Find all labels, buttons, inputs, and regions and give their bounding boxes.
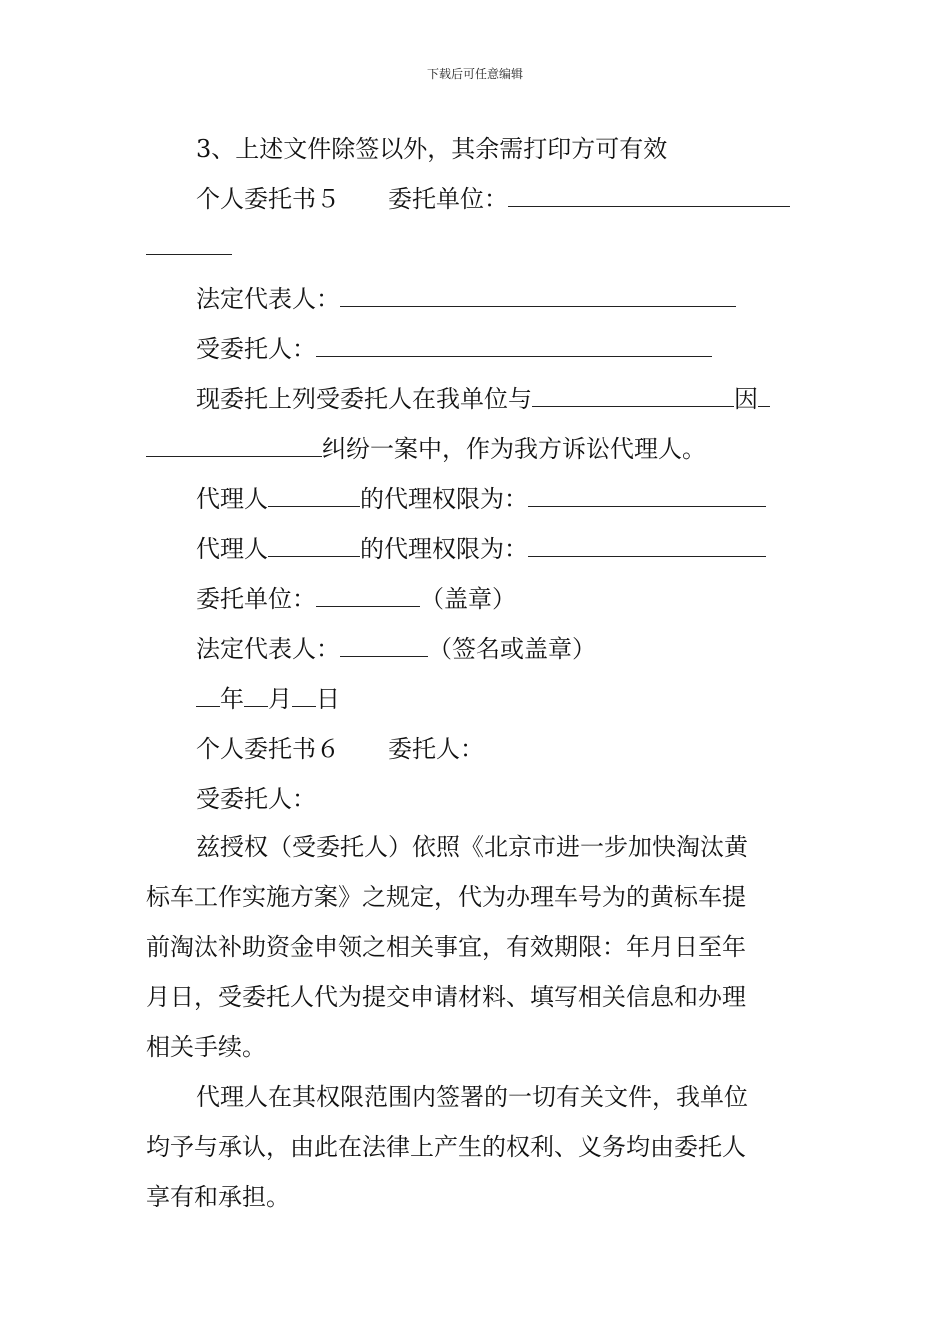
entrusting-unit-blank: [508, 186, 790, 207]
letter-5-title: 个人委托书５: [196, 185, 340, 213]
authorization-paragraph-line-2: 标车工作实施方案》之规定，代为办理车号为的黄标车提: [146, 883, 746, 911]
legal-representative-label: 法定代表人：: [196, 285, 340, 313]
trustee-label: 受委托人：: [196, 335, 316, 363]
entrust-statement-text: 现委托上列受委托人在我单位与: [196, 385, 532, 413]
month-label: 月: [268, 685, 292, 713]
agent-name-blank-1: [268, 486, 360, 507]
authority-blank-1: [528, 486, 766, 507]
counterparty-blank: [532, 386, 734, 407]
acknowledgement-paragraph-line-3: 享有和承担。: [146, 1183, 290, 1211]
cause-label: 因: [734, 385, 758, 413]
acknowledgement-paragraph-line-1: 代理人在其权限范围内签署的一切有关文件，我单位: [196, 1083, 748, 1111]
agent-authority-line-2: [196, 534, 766, 564]
year-label: 年: [220, 685, 244, 713]
signature-note: （签名或盖章）: [428, 635, 596, 663]
authorization-paragraph-line-1: 兹授权（受委托人）依照《北京市进一步加快淘汰黄: [196, 833, 748, 861]
signature-label: 法定代表人：: [196, 635, 340, 663]
seal-note: （盖章）: [420, 585, 516, 613]
principal-label: 委托人：: [388, 735, 484, 763]
agent-label-1: 代理人: [196, 485, 268, 513]
letter-6-title-line: [196, 734, 484, 764]
dispute-text: 纠纷一案中，作为我方诉讼代理人。: [322, 435, 706, 463]
trustee-line-2: 受委托人：: [196, 785, 316, 813]
dispute-blank: [146, 436, 322, 457]
authority-blank-2: [528, 536, 766, 557]
date-line: [196, 684, 340, 714]
entrusting-unit-label: 委托单位：: [388, 185, 508, 213]
trustee-blank: [316, 336, 712, 357]
legal-representative-line: [196, 284, 736, 314]
month-blank: [244, 686, 268, 707]
entrust-statement-line: [196, 384, 770, 414]
signature-blank: [340, 636, 428, 657]
agent-label-2: 代理人: [196, 535, 268, 563]
agent-name-blank-2: [268, 536, 360, 557]
agent-authority-line-1: [196, 484, 766, 514]
authorization-paragraph-line-3: 前淘汰补助资金申领之相关事宜，有效期限：年月日至年: [146, 933, 746, 961]
legal-representative-blank: [340, 286, 736, 307]
authority-label-1: 的代理权限为：: [360, 485, 528, 513]
year-blank: [196, 686, 220, 707]
seal-unit-label: 委托单位：: [196, 585, 316, 613]
clause-3: 3、上述文件除签以外，其余需打印方可有效: [196, 135, 668, 163]
acknowledgement-paragraph-line-2: 均予与承认，由此在法律上产生的权利、义务均由委托人: [146, 1133, 746, 1161]
day-blank: [292, 686, 316, 707]
cause-blank: [758, 386, 770, 407]
entrusting-unit-blank-continued: [146, 254, 232, 255]
letter-6-title: 个人委托书６: [196, 735, 340, 763]
dispute-line: [146, 434, 706, 464]
trustee-line: [196, 334, 712, 364]
seal-line: [196, 584, 516, 614]
authorization-paragraph-line-5: 相关手续。: [146, 1033, 266, 1061]
authority-label-2: 的代理权限为：: [360, 535, 528, 563]
signature-line: [196, 634, 596, 664]
seal-unit-blank: [316, 586, 420, 607]
authorization-paragraph-line-4: 月日，受委托人代为提交申请材料、填写相关信息和办理: [146, 983, 746, 1011]
letter-5-title-line: [196, 184, 790, 214]
day-label: 日: [316, 685, 340, 713]
page-header: 下载后可任意编辑: [426, 67, 523, 81]
